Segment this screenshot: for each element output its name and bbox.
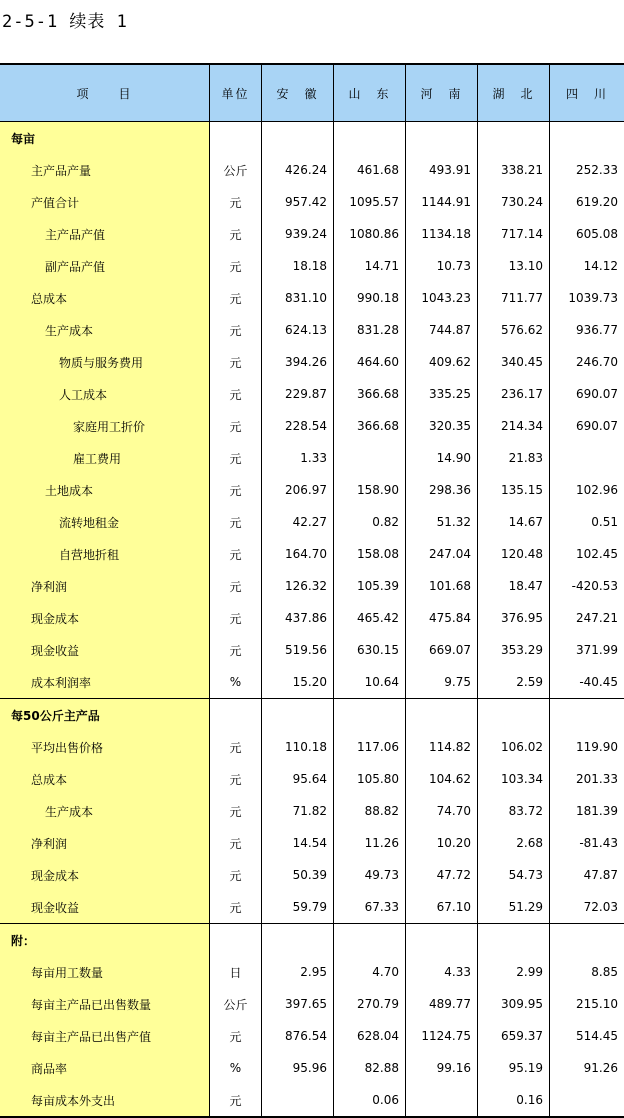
- row-label: 土地成本: [0, 474, 210, 506]
- value-cell: 1095.57: [334, 186, 406, 218]
- value-cell: 437.86: [262, 602, 334, 634]
- header-province-anhui: 安 徽: [262, 65, 334, 121]
- table-row: [0, 763, 624, 795]
- table-row: [0, 186, 624, 218]
- value-cell: [334, 442, 406, 474]
- section-heading-row: [0, 122, 624, 154]
- unit-cell: 元: [210, 634, 262, 666]
- value-cell: 91.26: [583, 1061, 618, 1075]
- value-cell: 514.45: [576, 1029, 618, 1043]
- value-cell: 298.36: [406, 474, 478, 506]
- table-row: [0, 956, 624, 988]
- value-cell: 71.82: [262, 795, 334, 827]
- row-label: 流转地租金: [0, 506, 210, 538]
- value-cell: 102.45: [576, 547, 618, 561]
- value-cell: 1.33: [262, 442, 334, 474]
- table-section: [0, 924, 624, 1116]
- table-row: [0, 346, 624, 378]
- value-cell: 461.68: [334, 154, 406, 186]
- value-cell: 99.16: [406, 1052, 478, 1084]
- value-cell: 88.82: [334, 795, 406, 827]
- row-label: 主产品产量: [0, 154, 210, 186]
- row-label: 生产成本: [0, 795, 210, 827]
- value-cell: 15.20: [262, 666, 334, 698]
- table-row: [0, 250, 624, 282]
- value-cell: [478, 122, 550, 154]
- data-table: [0, 63, 624, 1118]
- value-cell: 4.70: [334, 956, 406, 988]
- value-cell: [406, 924, 478, 956]
- value-cell: [262, 699, 334, 731]
- value-cell: 340.45: [478, 346, 550, 378]
- unit-cell: 元: [210, 186, 262, 218]
- value-cell: 83.72: [478, 795, 550, 827]
- value-cell: 82.88: [334, 1052, 406, 1084]
- value-cell: 101.68: [406, 570, 478, 602]
- value-cell: 936.77: [576, 323, 618, 337]
- unit-cell: 元: [210, 1084, 262, 1116]
- value-cell: 394.26: [262, 346, 334, 378]
- value-cell: 126.32: [262, 570, 334, 602]
- value-cell: 120.48: [478, 538, 550, 570]
- value-cell: 10.73: [406, 250, 478, 282]
- value-cell: 47.72: [406, 859, 478, 891]
- value-cell: 14.67: [478, 506, 550, 538]
- value-cell: 619.20: [576, 195, 618, 209]
- unit-cell: 公斤: [210, 154, 262, 186]
- value-cell: -420.53: [571, 579, 618, 593]
- value-cell: 117.06: [334, 731, 406, 763]
- value-cell: 13.10: [478, 250, 550, 282]
- table-row: [0, 378, 624, 410]
- value-cell: 72.03: [583, 900, 618, 914]
- value-cell: 376.95: [478, 602, 550, 634]
- table-row: [0, 506, 624, 538]
- table-section: [0, 122, 624, 699]
- value-cell: 270.79: [334, 988, 406, 1020]
- value-cell: -81.43: [579, 836, 618, 850]
- value-cell: 630.15: [334, 634, 406, 666]
- row-label: 自营地折租: [0, 538, 210, 570]
- row-label: 净利润: [0, 827, 210, 859]
- value-cell: 104.62: [406, 763, 478, 795]
- value-cell: 957.42: [262, 186, 334, 218]
- unit-cell: 元: [210, 731, 262, 763]
- value-cell: 409.62: [406, 346, 478, 378]
- header-province-hubei: 湖 北: [478, 65, 550, 121]
- value-cell: 164.70: [262, 538, 334, 570]
- table-row: [0, 731, 624, 763]
- value-cell: 236.17: [478, 378, 550, 410]
- value-cell: 464.60: [334, 346, 406, 378]
- value-cell: 14.90: [406, 442, 478, 474]
- value-cell: -40.45: [579, 675, 618, 689]
- unit-cell: [210, 122, 262, 154]
- value-cell: 397.65: [262, 988, 334, 1020]
- value-cell: 371.99: [576, 643, 618, 657]
- value-cell: [550, 442, 624, 474]
- row-label: 现金收益: [0, 634, 210, 666]
- value-cell: 10.20: [406, 827, 478, 859]
- unit-cell: 元: [210, 346, 262, 378]
- unit-cell: 日: [210, 956, 262, 988]
- section-heading: 附：: [0, 924, 210, 956]
- row-label: 净利润: [0, 570, 210, 602]
- header-item: 项 目: [0, 65, 210, 121]
- unit-cell: 元: [210, 827, 262, 859]
- value-cell: 335.25: [406, 378, 478, 410]
- table-row: [0, 410, 624, 442]
- value-cell: 1144.91: [406, 186, 478, 218]
- value-cell: 876.54: [262, 1020, 334, 1052]
- value-cell: [262, 122, 334, 154]
- value-cell: 320.35: [406, 410, 478, 442]
- value-cell: 247.04: [406, 538, 478, 570]
- value-cell: 1124.75: [406, 1020, 478, 1052]
- table-row: [0, 666, 624, 698]
- value-cell: 366.68: [334, 410, 406, 442]
- row-label: 每亩主产品已出售数量: [0, 988, 210, 1020]
- table-row: [0, 442, 624, 474]
- table-row: [0, 1052, 624, 1084]
- unit-cell: 元: [210, 763, 262, 795]
- value-cell: 2.99: [478, 956, 550, 988]
- value-cell: 119.90: [576, 740, 618, 754]
- section-heading-row: [0, 699, 624, 731]
- value-cell: 717.14: [478, 218, 550, 250]
- value-cell: 105.80: [334, 763, 406, 795]
- value-cell: 49.73: [334, 859, 406, 891]
- table-row: [0, 988, 624, 1020]
- value-cell: 215.10: [576, 997, 618, 1011]
- table-row: [0, 859, 624, 891]
- value-cell: 10.64: [334, 666, 406, 698]
- row-label: 平均出售价格: [0, 731, 210, 763]
- value-cell: 624.13: [262, 314, 334, 346]
- value-cell: 105.39: [334, 570, 406, 602]
- value-cell: 158.90: [334, 474, 406, 506]
- table-row: [0, 282, 624, 314]
- header-province-sichuan: 四 川: [565, 86, 608, 101]
- value-cell: 135.15: [478, 474, 550, 506]
- value-cell: 605.08: [576, 227, 618, 241]
- table-row: [0, 474, 624, 506]
- row-label: 雇工费用: [0, 442, 210, 474]
- value-cell: 8.85: [591, 965, 618, 979]
- value-cell: 103.34: [478, 763, 550, 795]
- value-cell: 519.56: [262, 634, 334, 666]
- value-cell: 0.16: [478, 1084, 550, 1116]
- value-cell: 228.54: [262, 410, 334, 442]
- header-unit: 单位: [210, 65, 262, 121]
- value-cell: 21.83: [478, 442, 550, 474]
- value-cell: [478, 924, 550, 956]
- value-cell: 1080.86: [334, 218, 406, 250]
- unit-cell: 元: [210, 218, 262, 250]
- table-row: [0, 1020, 624, 1052]
- value-cell: 690.07: [576, 387, 618, 401]
- unit-cell: 元: [210, 410, 262, 442]
- section-heading: 每亩: [0, 122, 210, 154]
- value-cell: 338.21: [478, 154, 550, 186]
- row-label: 副产品产值: [0, 250, 210, 282]
- value-cell: 47.87: [583, 868, 618, 882]
- row-label: 生产成本: [0, 314, 210, 346]
- unit-cell: 元: [210, 538, 262, 570]
- value-cell: [334, 122, 406, 154]
- value-cell: 51.32: [406, 506, 478, 538]
- header-province-henan: 河 南: [406, 65, 478, 121]
- value-cell: 51.29: [478, 891, 550, 923]
- value-cell: 0.82: [334, 506, 406, 538]
- value-cell: 475.84: [406, 602, 478, 634]
- value-cell: 309.95: [478, 988, 550, 1020]
- value-cell: 9.75: [406, 666, 478, 698]
- value-cell: 201.33: [576, 772, 618, 786]
- unit-cell: 元: [210, 378, 262, 410]
- table-row: [0, 827, 624, 859]
- value-cell: 730.24: [478, 186, 550, 218]
- value-cell: 366.68: [334, 378, 406, 410]
- row-label: 商品率: [0, 1052, 210, 1084]
- unit-cell: [210, 699, 262, 731]
- value-cell: 110.18: [262, 731, 334, 763]
- section-heading: 每50公斤主产品: [0, 699, 210, 731]
- value-cell: 831.28: [334, 314, 406, 346]
- value-cell: 0.51: [591, 515, 618, 529]
- value-cell: 74.70: [406, 795, 478, 827]
- value-cell: 106.02: [478, 731, 550, 763]
- value-cell: 11.26: [334, 827, 406, 859]
- unit-cell: 元: [210, 795, 262, 827]
- value-cell: 14.71: [334, 250, 406, 282]
- unit-cell: 元: [210, 570, 262, 602]
- value-cell: 2.68: [478, 827, 550, 859]
- value-cell: [406, 699, 478, 731]
- value-cell: 54.73: [478, 859, 550, 891]
- table-row: [0, 795, 624, 827]
- table-body: [0, 122, 624, 1116]
- value-cell: 42.27: [262, 506, 334, 538]
- unit-cell: 元: [210, 1020, 262, 1052]
- row-label: 每亩主产品已出售产值: [0, 1020, 210, 1052]
- value-cell: 939.24: [262, 218, 334, 250]
- value-cell: 744.87: [406, 314, 478, 346]
- value-cell: 353.29: [478, 634, 550, 666]
- row-label: 总成本: [0, 282, 210, 314]
- row-label: 每亩成本外支出: [0, 1084, 210, 1116]
- value-cell: 18.47: [478, 570, 550, 602]
- unit-cell: 元: [210, 859, 262, 891]
- unit-cell: 元: [210, 442, 262, 474]
- row-label: 产值合计: [0, 186, 210, 218]
- value-cell: [334, 924, 406, 956]
- unit-cell: 公斤: [210, 988, 262, 1020]
- value-cell: 214.34: [478, 410, 550, 442]
- unit-cell: %: [210, 666, 262, 698]
- table-row: [0, 602, 624, 634]
- row-label: 成本利润率: [0, 666, 210, 698]
- value-cell: 493.91: [406, 154, 478, 186]
- value-cell: 18.18: [262, 250, 334, 282]
- value-cell: 576.62: [478, 314, 550, 346]
- value-cell: 711.77: [478, 282, 550, 314]
- value-cell: 1039.73: [568, 291, 618, 305]
- unit-cell: %: [210, 1052, 262, 1084]
- value-cell: 181.39: [576, 804, 618, 818]
- table-header: [0, 65, 624, 122]
- header-province-shandong: 山 东: [334, 65, 406, 121]
- value-cell: [406, 122, 478, 154]
- value-cell: [550, 699, 624, 731]
- value-cell: 628.04: [334, 1020, 406, 1052]
- value-cell: 246.70: [576, 355, 618, 369]
- value-cell: 102.96: [576, 483, 618, 497]
- value-cell: 990.18: [334, 282, 406, 314]
- value-cell: 669.07: [406, 634, 478, 666]
- table-row: [0, 314, 624, 346]
- value-cell: 1043.23: [406, 282, 478, 314]
- value-cell: 14.54: [262, 827, 334, 859]
- row-label: 现金收益: [0, 891, 210, 923]
- value-cell: 1134.18: [406, 218, 478, 250]
- value-cell: [406, 1084, 478, 1116]
- value-cell: 659.37: [478, 1020, 550, 1052]
- value-cell: 67.10: [406, 891, 478, 923]
- value-cell: [334, 699, 406, 731]
- table-row: [0, 634, 624, 666]
- unit-cell: [210, 924, 262, 956]
- row-label: 每亩用工数量: [0, 956, 210, 988]
- value-cell: 2.59: [478, 666, 550, 698]
- unit-cell: 元: [210, 474, 262, 506]
- value-cell: 95.19: [478, 1052, 550, 1084]
- value-cell: 158.08: [334, 538, 406, 570]
- value-cell: [478, 699, 550, 731]
- unit-cell: 元: [210, 314, 262, 346]
- value-cell: 426.24: [262, 154, 334, 186]
- row-label: 人工成本: [0, 378, 210, 410]
- row-label: 主产品产值: [0, 218, 210, 250]
- table-row: [0, 538, 624, 570]
- table-row: [0, 154, 624, 186]
- table-title: 2-5-1 续表 1: [2, 12, 128, 32]
- value-cell: 690.07: [576, 419, 618, 433]
- row-label: 家庭用工折价: [0, 410, 210, 442]
- table-row: [0, 218, 624, 250]
- row-label: 总成本: [0, 763, 210, 795]
- value-cell: 229.87: [262, 378, 334, 410]
- value-cell: 247.21: [576, 611, 618, 625]
- value-cell: 114.82: [406, 731, 478, 763]
- value-cell: 831.10: [262, 282, 334, 314]
- value-cell: 206.97: [262, 474, 334, 506]
- value-cell: 252.33: [576, 163, 618, 177]
- unit-cell: 元: [210, 602, 262, 634]
- section-heading-row: [0, 924, 624, 956]
- value-cell: 465.42: [334, 602, 406, 634]
- unit-cell: 元: [210, 250, 262, 282]
- value-cell: 67.33: [334, 891, 406, 923]
- unit-cell: 元: [210, 506, 262, 538]
- row-label: 现金成本: [0, 859, 210, 891]
- value-cell: 59.79: [262, 891, 334, 923]
- value-cell: 489.77: [406, 988, 478, 1020]
- value-cell: [550, 1084, 624, 1116]
- value-cell: [262, 1084, 334, 1116]
- value-cell: 2.95: [262, 956, 334, 988]
- table-row: [0, 570, 624, 602]
- value-cell: 95.64: [262, 763, 334, 795]
- value-cell: 95.96: [262, 1052, 334, 1084]
- value-cell: [550, 924, 624, 956]
- table-row: [0, 1084, 624, 1116]
- value-cell: 14.12: [583, 259, 618, 273]
- table-row: [0, 891, 624, 923]
- value-cell: 0.06: [334, 1084, 406, 1116]
- value-cell: 50.39: [262, 859, 334, 891]
- table-section: [0, 699, 624, 924]
- unit-cell: 元: [210, 282, 262, 314]
- row-label: 物质与服务费用: [0, 346, 210, 378]
- unit-cell: 元: [210, 891, 262, 923]
- row-label: 现金成本: [0, 602, 210, 634]
- value-cell: 4.33: [406, 956, 478, 988]
- value-cell: [550, 122, 624, 154]
- value-cell: [262, 924, 334, 956]
